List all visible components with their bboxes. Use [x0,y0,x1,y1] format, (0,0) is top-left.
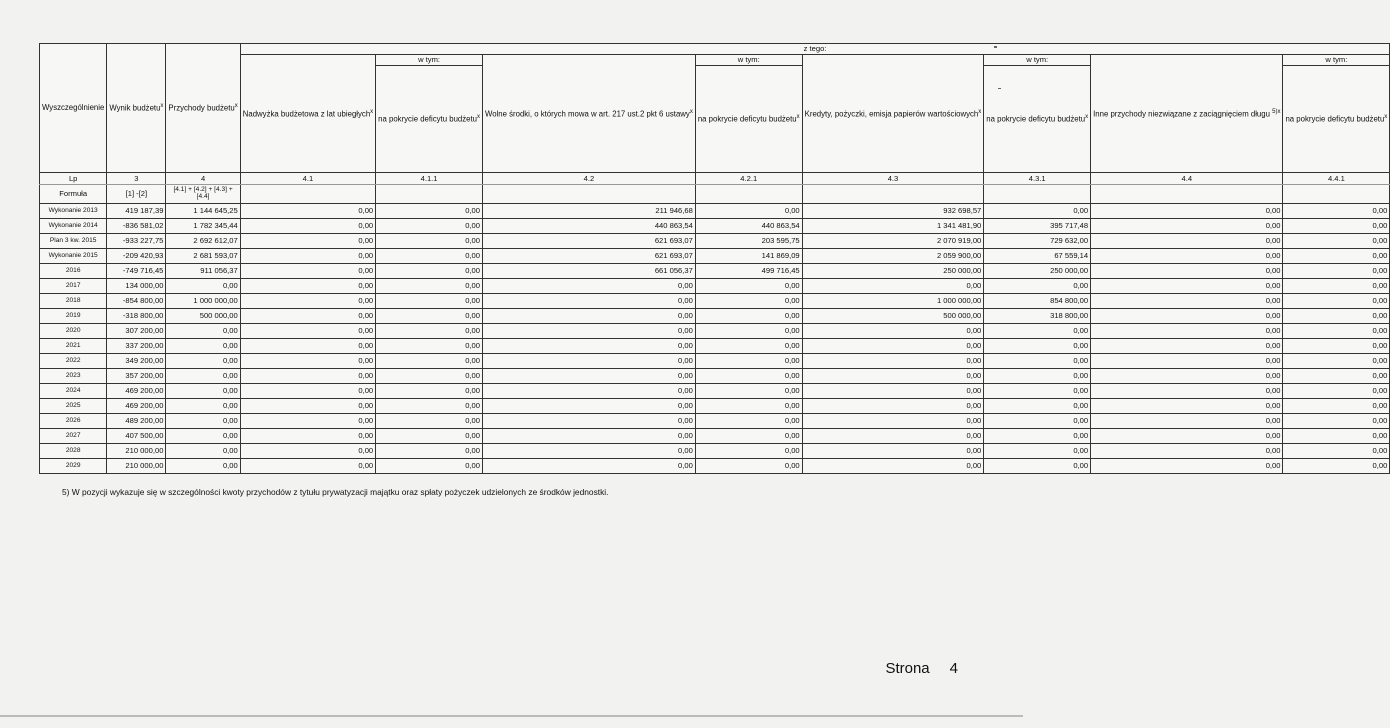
value-cell: 0,00 [802,354,984,369]
value-cell: 211 946,68 [482,204,695,219]
value-cell: 0,00 [482,339,695,354]
table-row [40,279,1390,294]
value-cell: 499 716,45 [695,264,802,279]
col-header-budget-result: Wynik budżetu$^x$ [107,44,166,173]
row-label: 2024 [40,384,107,399]
page-number: 4 [949,660,958,677]
value-cell: 0,00 [166,279,240,294]
value-cell: 0,00 [695,309,802,324]
value-cell: -749 716,45 [107,264,166,279]
table-row [40,234,1390,249]
formula-cell: [4.1] + [4.2] + [4.3] + [4.4] [166,185,240,204]
value-cell: 0,00 [376,444,483,459]
row-label: 2020 [40,324,107,339]
value-cell: 932 698,57 [802,204,984,219]
value-cell: 0,00 [482,354,695,369]
value-cell: 0,00 [240,354,375,369]
value-cell: 0,00 [1091,294,1283,309]
value-cell: 0,00 [802,369,984,384]
value-cell: 0,00 [166,354,240,369]
value-cell: 0,00 [1091,354,1283,369]
value-cell: 0,00 [166,324,240,339]
value-cell: 0,00 [240,294,375,309]
value-cell: 0,00 [984,204,1091,219]
value-cell: 0,00 [984,324,1091,339]
value-cell: 0,00 [1283,219,1390,234]
value-cell: 0,00 [166,444,240,459]
value-cell: 318 800,00 [984,309,1091,324]
formula-label: Formuła [40,185,107,204]
value-cell: 0,00 [984,429,1091,444]
row-label: 2021 [40,339,107,354]
value-cell: 0,00 [240,204,375,219]
value-cell: 911 056,37 [166,264,240,279]
value-cell: 210 000,00 [107,444,166,459]
value-cell: 2 059 900,00 [802,249,984,264]
table-row [40,309,1390,324]
value-cell: 0,00 [695,399,802,414]
value-cell: 0,00 [1283,324,1390,339]
value-cell: 0,00 [376,294,483,309]
value-cell: 621 693,07 [482,249,695,264]
value-cell: 854 800,00 [984,294,1091,309]
value-cell: 0,00 [482,414,695,429]
value-cell: 0,00 [482,459,695,474]
scan-edge [0,715,1023,717]
table-row [40,204,1390,219]
value-cell: 0,00 [240,309,375,324]
lp-cell: 4 [166,173,240,185]
value-cell: 250 000,00 [802,264,984,279]
value-cell: 0,00 [1091,369,1283,384]
table-row [40,354,1390,369]
value-cell: 0,00 [695,339,802,354]
row-label: 2026 [40,414,107,429]
value-cell: 0,00 [695,354,802,369]
row-label: 2016 [40,264,107,279]
table-row [40,264,1390,279]
value-cell: -854 800,00 [107,294,166,309]
value-cell: 134 000,00 [107,279,166,294]
table-row [40,399,1390,414]
value-cell: 0,00 [1283,414,1390,429]
lp-cell: 4.4 [1091,173,1283,185]
value-cell: 440 863,54 [482,219,695,234]
value-cell: 0,00 [166,459,240,474]
value-cell: -318 800,00 [107,309,166,324]
value-cell: 0,00 [1091,324,1283,339]
row-label: 2022 [40,354,107,369]
value-cell: 1 782 345,44 [166,219,240,234]
value-cell: 0,00 [240,459,375,474]
lp-cell: 4.2.1 [695,173,802,185]
value-cell: 0,00 [376,234,483,249]
table-row [40,324,1390,339]
value-cell: 0,00 [695,459,802,474]
value-cell: 419 187,39 [107,204,166,219]
value-cell: 661 056,37 [482,264,695,279]
value-cell: 0,00 [1283,294,1390,309]
scan-mark [994,46,997,48]
value-cell: 337 200,00 [107,339,166,354]
value-cell: 407 500,00 [107,429,166,444]
value-cell: 0,00 [1283,369,1390,384]
value-cell: 250 000,00 [984,264,1091,279]
value-cell: 0,00 [376,414,483,429]
row-label: 2023 [40,369,107,384]
value-cell: 0,00 [1091,459,1283,474]
value-cell: 0,00 [802,279,984,294]
value-cell: 0,00 [240,429,375,444]
value-cell: 0,00 [482,444,695,459]
value-cell: 469 200,00 [107,384,166,399]
table-row [40,219,1390,234]
row-label: 2027 [40,429,107,444]
table-body [40,204,1390,474]
row-label: Wykonanie 2015 [40,249,107,264]
value-cell: 0,00 [1283,249,1390,264]
value-cell: 0,00 [482,399,695,414]
row-label: 2025 [40,399,107,414]
value-cell: 489 200,00 [107,414,166,429]
value-cell: 395 717,48 [984,219,1091,234]
value-cell: 0,00 [1283,234,1390,249]
value-cell: 0,00 [1283,279,1390,294]
value-cell: 210 000,00 [107,459,166,474]
lp-cell: 4.1 [240,173,375,185]
table-row [40,294,1390,309]
table-row [40,414,1390,429]
lp-cell: 4.3.1 [984,173,1091,185]
value-cell: 0,00 [984,459,1091,474]
value-cell: 0,00 [1091,444,1283,459]
col-header-deficit-4: na pokrycie deficytu budżetu$^x$ [1283,66,1390,173]
value-cell: 0,00 [240,369,375,384]
col-header-deficit-3: na pokrycie deficytu budżetu$^x$ [984,66,1091,173]
table-row [40,444,1390,459]
value-cell: 0,00 [802,429,984,444]
value-cell: 0,00 [1091,414,1283,429]
lp-cell: 4.3 [802,173,984,185]
lp-cell: 3 [107,173,166,185]
value-cell: 0,00 [376,399,483,414]
value-cell: 0,00 [1283,459,1390,474]
value-cell: 357 200,00 [107,369,166,384]
value-cell: 0,00 [802,324,984,339]
value-cell: 0,00 [984,444,1091,459]
value-cell: 1 144 645,25 [166,204,240,219]
value-cell: 0,00 [376,309,483,324]
lp-row [40,173,1390,185]
value-cell: 0,00 [376,459,483,474]
value-cell: 0,00 [482,309,695,324]
value-cell: 0,00 [1091,399,1283,414]
row-label: 2018 [40,294,107,309]
value-cell: -209 420,93 [107,249,166,264]
value-cell: 0,00 [482,279,695,294]
table-row [40,384,1390,399]
value-cell: 0,00 [1091,204,1283,219]
value-cell: 0,00 [802,339,984,354]
value-cell: 0,00 [802,414,984,429]
w-tym-header-2: w tym: [695,55,802,66]
value-cell: 0,00 [695,294,802,309]
value-cell: 0,00 [695,279,802,294]
value-cell: 0,00 [240,444,375,459]
col-header-deficit-1: na pokrycie deficytu budżetu$^x$ [376,66,483,173]
value-cell: 0,00 [695,204,802,219]
value-cell: 0,00 [240,324,375,339]
value-cell: 0,00 [376,369,483,384]
value-cell: 0,00 [1283,429,1390,444]
table-row [40,429,1390,444]
value-cell: 0,00 [1091,249,1283,264]
value-cell: 0,00 [1283,399,1390,414]
value-cell: 0,00 [1283,309,1390,324]
page-label: Strona [885,660,930,677]
value-cell: 621 693,07 [482,234,695,249]
row-label: 2029 [40,459,107,474]
value-cell: 0,00 [1283,354,1390,369]
value-cell: 2 692 612,07 [166,234,240,249]
value-cell: 0,00 [984,279,1091,294]
col-header-description: Wyszczególnienie [40,44,107,173]
value-cell: 0,00 [695,384,802,399]
col-header-loans: Kredyty, pożyczki, emisja papierów wartościowych$^x$ [802,55,984,173]
value-cell: 0,00 [984,384,1091,399]
value-cell: 0,00 [376,219,483,234]
scan-mark [998,88,1001,89]
value-cell: 0,00 [802,399,984,414]
table-row [40,369,1390,384]
value-cell: 0,00 [1091,234,1283,249]
value-cell: 67 559,14 [984,249,1091,264]
value-cell: 0,00 [695,429,802,444]
financial-table [39,43,1390,474]
z-tego-header: z tego: [240,44,1390,55]
value-cell: 0,00 [1091,309,1283,324]
table-row [40,339,1390,354]
value-cell: 0,00 [695,414,802,429]
value-cell: 0,00 [482,384,695,399]
value-cell: 0,00 [482,429,695,444]
value-cell: 0,00 [240,279,375,294]
value-cell: 0,00 [984,399,1091,414]
value-cell: 1 341 481,90 [802,219,984,234]
table-row [40,459,1390,474]
value-cell: 2 070 919,00 [802,234,984,249]
value-cell: 0,00 [376,339,483,354]
row-label: Wykonanie 2014 [40,219,107,234]
value-cell: 203 595,75 [695,234,802,249]
value-cell: 141 869,09 [695,249,802,264]
value-cell: 0,00 [166,399,240,414]
value-cell: 0,00 [1283,444,1390,459]
value-cell: 0,00 [802,384,984,399]
col-header-free-funds: Wolne środki, o których mowa w art. 217 ust.2 pkt 6 ustawy$^x$ [482,55,695,173]
value-cell: 0,00 [376,384,483,399]
w-tym-header-1: w tym: [376,55,483,66]
col-header-budget-revenue: Przychody budżetu$^x$ [166,44,240,173]
value-cell: 0,00 [240,249,375,264]
value-cell: 0,00 [376,204,483,219]
value-cell: 0,00 [984,339,1091,354]
value-cell: 0,00 [482,294,695,309]
value-cell: 0,00 [1091,264,1283,279]
value-cell: 0,00 [984,414,1091,429]
value-cell: 0,00 [240,264,375,279]
lp-cell: 4.4.1 [1283,173,1390,185]
value-cell: 0,00 [1091,279,1283,294]
value-cell: 1 000 000,00 [802,294,984,309]
value-cell: 349 200,00 [107,354,166,369]
value-cell: 0,00 [984,369,1091,384]
value-cell: 0,00 [695,444,802,459]
value-cell: -836 581,02 [107,219,166,234]
value-cell: 0,00 [376,249,483,264]
row-label: 2017 [40,279,107,294]
value-cell: 0,00 [240,234,375,249]
row-label: 2028 [40,444,107,459]
col-header-other-revenue: Inne przychody niezwiązane z zaciągnięciem długu $^{5)x}$ [1091,55,1283,173]
col-header-deficit-2: na pokrycie deficytu budżetu$^x$ [695,66,802,173]
value-cell: 0,00 [166,429,240,444]
lp-cell: Lp [40,173,107,185]
value-cell: 729 632,00 [984,234,1091,249]
lp-cell: 4.2 [482,173,695,185]
value-cell: 0,00 [376,354,483,369]
value-cell: 1 000 000,00 [166,294,240,309]
value-cell: 307 200,00 [107,324,166,339]
lp-cell: 4.1.1 [376,173,483,185]
page-footer [865,660,958,677]
row-label: Wykonanie 2013 [40,204,107,219]
value-cell: 0,00 [166,369,240,384]
value-cell: 0,00 [1283,339,1390,354]
w-tym-header-4: w tym: [1283,55,1390,66]
value-cell: 0,00 [482,324,695,339]
value-cell: 0,00 [166,414,240,429]
value-cell: 440 863,54 [695,219,802,234]
value-cell: 0,00 [1091,429,1283,444]
value-cell: -933 227,75 [107,234,166,249]
value-cell: 2 681 593,07 [166,249,240,264]
table-row [40,249,1390,264]
formula-cell: [1] -[2] [107,185,166,204]
formula-row [40,185,1390,204]
value-cell: 0,00 [376,324,483,339]
value-cell: 0,00 [695,324,802,339]
value-cell: 0,00 [240,384,375,399]
value-cell: 0,00 [376,429,483,444]
footnote: 5) W pozycji wykazuje się w szczególności kwoty przychodów z tytułu prywatyzacji majątku oraz spłaty pożyczek udzielonych ze środków jednostki. [62,487,609,497]
value-cell: 0,00 [1283,384,1390,399]
value-cell: 0,00 [240,219,375,234]
value-cell: 469 200,00 [107,399,166,414]
row-label: Plan 3 kw. 2015 [40,234,107,249]
value-cell: 0,00 [1091,339,1283,354]
value-cell: 0,00 [984,354,1091,369]
value-cell: 0,00 [166,384,240,399]
value-cell: 0,00 [1283,204,1390,219]
value-cell: 0,00 [802,444,984,459]
value-cell: 0,00 [240,339,375,354]
value-cell: 500 000,00 [166,309,240,324]
col-header-surplus: Nadwyżka budżetowa z lat ubiegłych$^x$ [240,55,375,173]
value-cell: 0,00 [1283,264,1390,279]
value-cell: 500 000,00 [802,309,984,324]
value-cell: 0,00 [802,459,984,474]
value-cell: 0,00 [240,399,375,414]
row-label: 2019 [40,309,107,324]
value-cell: 0,00 [695,369,802,384]
value-cell: 0,00 [1091,384,1283,399]
value-cell: 0,00 [240,414,375,429]
w-tym-header-3: w tym: [984,55,1091,66]
value-cell: 0,00 [482,369,695,384]
value-cell: 0,00 [376,279,483,294]
value-cell: 0,00 [376,264,483,279]
value-cell: 0,00 [166,339,240,354]
value-cell: 0,00 [1091,219,1283,234]
